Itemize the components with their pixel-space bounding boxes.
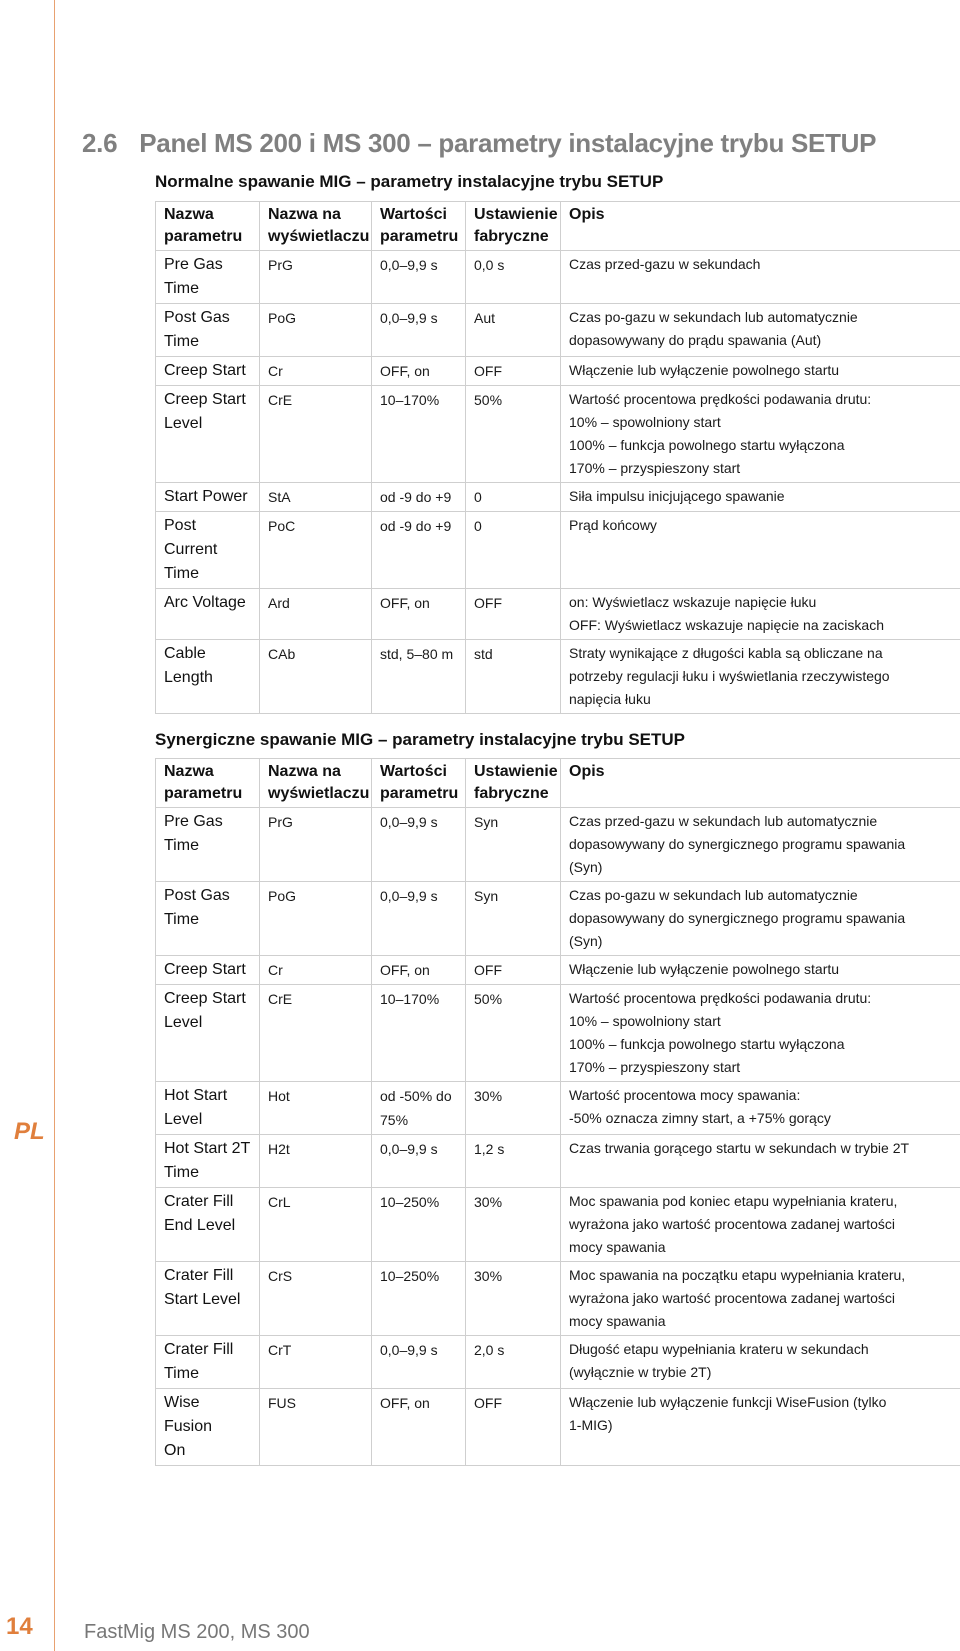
cell-line: Creep Start <box>164 990 246 1007</box>
cell-line: Post Gas <box>164 887 230 904</box>
cell-line: 10–170% <box>380 991 440 1007</box>
description-cell <box>561 1188 960 1262</box>
value-range-cell <box>372 1135 466 1188</box>
cell-line: Pre Gas <box>164 813 223 830</box>
parameter-name-cell <box>156 386 260 483</box>
cell-line: Cable <box>164 645 206 662</box>
display-name-cell: Ard <box>260 589 372 640</box>
parameter-name-cell <box>156 882 260 956</box>
cell-line: 0,0–9,9 s <box>380 1141 438 1157</box>
cell-line: Level <box>164 1111 203 1128</box>
cell-line: 75% <box>380 1112 409 1128</box>
column-header-line: parametru <box>164 785 243 802</box>
cell-line: 0,0–9,9 s <box>380 814 438 830</box>
value-range-cell <box>372 1082 466 1135</box>
parameter-name-cell <box>156 808 260 882</box>
parameter-name-cell <box>156 640 260 714</box>
cell-line: 10–250% <box>380 1194 440 1210</box>
cell-line: Hot Start <box>164 1087 228 1104</box>
cell-line: 0,0–9,9 s <box>380 888 438 904</box>
cell-line: 0,0–9,9 s <box>380 1342 438 1358</box>
cell-line: 10–170% <box>380 392 440 408</box>
factory-setting-cell: 0 <box>466 483 561 512</box>
factory-setting-cell: 50% <box>466 386 561 483</box>
cell-line: Level <box>164 415 203 432</box>
table-row <box>156 589 960 640</box>
cell-line: dopasowywany do synergicznego programu spawania <box>569 910 906 926</box>
display-name-cell: PoC <box>260 512 372 589</box>
description-cell <box>561 808 960 882</box>
parameter-name-cell <box>156 251 260 304</box>
cell-line: Hot Start 2T <box>164 1140 251 1157</box>
value-range-cell <box>372 512 466 589</box>
cell-line: Włączenie lub wyłączenie funkcji WiseFusion (tylko <box>569 1394 887 1410</box>
display-name-cell: Cr <box>260 956 372 985</box>
value-range-cell <box>372 304 466 357</box>
cell-line: OFF: Wyświetlacz wskazuje napięcie na zaciskach <box>569 617 884 633</box>
cell-line: 10% – spowolniony start <box>569 414 721 430</box>
cell-line: Wartość procentowa mocy spawania: <box>569 1087 801 1103</box>
description-cell <box>561 251 960 304</box>
cell-line: dopasowywany do prądu spawania (Aut) <box>569 332 822 348</box>
factory-setting-cell: OFF <box>466 357 561 386</box>
cell-line: mocy spawania <box>569 1313 666 1329</box>
display-name-cell: CrL <box>260 1188 372 1262</box>
cell-line: Time <box>164 333 199 350</box>
cell-line: 170% – przyspieszony start <box>569 1059 741 1075</box>
display-name-cell: CAb <box>260 640 372 714</box>
factory-setting-cell: 50% <box>466 985 561 1082</box>
cell-line: Length <box>164 669 213 686</box>
value-range-cell <box>372 1188 466 1262</box>
cell-line: -50% oznacza zimny start, a +75% gorący <box>569 1110 831 1126</box>
value-range-cell <box>372 589 466 640</box>
factory-setting-cell: 30% <box>466 1262 561 1336</box>
section-number: 2.6 <box>82 128 118 158</box>
parameter-name-cell <box>156 985 260 1082</box>
cell-line: Level <box>164 1014 203 1031</box>
margin-rule <box>54 0 55 1651</box>
cell-line: Crater Fill <box>164 1267 234 1284</box>
column-header-line: Ustawienie <box>474 763 558 780</box>
table-row <box>156 512 960 589</box>
cell-line: Prąd końcowy <box>569 517 657 533</box>
factory-setting-cell: std <box>466 640 561 714</box>
cell-line: Arc Voltage <box>164 594 246 611</box>
table-row <box>156 1262 960 1336</box>
cell-line: Włączenie lub wyłączenie powolnego startu <box>569 362 840 378</box>
column-header-line: parametru <box>380 228 459 245</box>
cell-line: OFF, on <box>380 962 430 978</box>
cell-line: Crater Fill <box>164 1341 234 1358</box>
cell-line: (wyłącznie w trybie 2T) <box>569 1364 712 1380</box>
table-row <box>156 956 960 985</box>
cell-line: Creep Start <box>164 391 246 408</box>
table-row <box>156 640 960 714</box>
table-row <box>156 1336 960 1389</box>
display-name-cell: CrE <box>260 386 372 483</box>
display-name-cell: Cr <box>260 357 372 386</box>
cell-line: mocy spawania <box>569 1239 666 1255</box>
cell-line: Start Power <box>164 488 248 505</box>
table-title-synergic-mig: Synergiczne spawanie MIG – parametry instalacyjne trybu SETUP <box>155 730 686 749</box>
description-cell <box>561 882 960 956</box>
factory-setting-cell: 2,0 s <box>466 1336 561 1389</box>
factory-setting-cell: Aut <box>466 304 561 357</box>
cell-line: OFF, on <box>380 595 430 611</box>
value-range-cell <box>372 1336 466 1389</box>
column-header-line: parametru <box>164 228 243 245</box>
column-header <box>372 202 466 251</box>
display-name-cell: PoG <box>260 882 372 956</box>
cell-line: Moc spawania na początku etapu wypełniania krateru, <box>569 1267 906 1283</box>
table-row <box>156 1188 960 1262</box>
cell-line: Time <box>164 837 199 854</box>
cell-line: OFF, on <box>380 1395 430 1411</box>
column-header-line: fabryczne <box>474 785 549 802</box>
cell-line: wyrażona jako wartość procentowa zadanej wartości <box>569 1216 896 1232</box>
cell-line: Straty wynikające z długości kabla są obliczane na <box>569 645 883 661</box>
value-range-cell <box>372 956 466 985</box>
cell-line: Post Current <box>164 517 218 558</box>
parameter-name-cell <box>156 483 260 512</box>
display-name-cell: CrS <box>260 1262 372 1336</box>
description-cell <box>561 1082 960 1135</box>
factory-setting-cell: Syn <box>466 808 561 882</box>
cell-line: 0,0–9,9 s <box>380 310 438 326</box>
table-row <box>156 1389 960 1466</box>
cell-line: potrzeby regulacji łuku i wyświetlania rzeczywistego <box>569 668 890 684</box>
value-range-cell <box>372 1262 466 1336</box>
column-header-line: Nazwa na <box>268 206 341 223</box>
value-range-cell <box>372 1389 466 1466</box>
column-header-line: wyświetlaczu <box>268 785 370 802</box>
cell-line: Crater Fill <box>164 1193 234 1210</box>
section-title: Panel MS 200 i MS 300 – parametry instalacyjne trybu SETUP <box>139 128 877 158</box>
parameter-name-cell <box>156 304 260 357</box>
parameter-name-cell <box>156 1082 260 1135</box>
factory-setting-cell: OFF <box>466 1389 561 1466</box>
table-row <box>156 386 960 483</box>
column-header-line: Nazwa na <box>268 763 341 780</box>
column-header-line: parametru <box>380 785 459 802</box>
column-header-line: Wartości <box>380 206 447 223</box>
cell-line: Wartość procentowa prędkości podawania drutu: <box>569 391 872 407</box>
display-name-cell: FUS <box>260 1389 372 1466</box>
parameter-name-cell <box>156 1135 260 1188</box>
value-range-cell <box>372 386 466 483</box>
display-name-cell: Hot <box>260 1082 372 1135</box>
column-header <box>156 202 260 251</box>
cell-line: od -50% do <box>380 1088 452 1104</box>
cell-line: Czas po-gazu w sekundach lub automatycznie <box>569 887 858 903</box>
table-row <box>156 1082 960 1135</box>
column-header-line: Nazwa <box>164 206 214 223</box>
cell-line: 0,0–9,9 s <box>380 257 438 273</box>
column-header-line: Opis <box>569 206 605 223</box>
display-name-cell: PrG <box>260 808 372 882</box>
description-cell <box>561 1135 960 1188</box>
cell-line: Time <box>164 1164 199 1181</box>
cell-line: on: Wyświetlacz wskazuje napięcie łuku <box>569 594 817 610</box>
page-number: 14 <box>6 1613 33 1640</box>
display-name-cell: CrE <box>260 985 372 1082</box>
section-heading <box>82 128 876 159</box>
factory-setting-cell: Syn <box>466 882 561 956</box>
parameter-name-cell <box>156 1262 260 1336</box>
cell-line: wyrażona jako wartość procentowa zadanej wartości <box>569 1290 896 1306</box>
column-header-line: Opis <box>569 763 605 780</box>
description-cell <box>561 1336 960 1389</box>
cell-line: od -9 do +9 <box>380 518 452 534</box>
table-row <box>156 985 960 1082</box>
cell-line: 100% – funkcja powolnego startu wyłączona <box>569 1036 845 1052</box>
cell-line: (Syn) <box>569 933 603 949</box>
parameter-name-cell <box>156 956 260 985</box>
description-cell <box>561 956 960 985</box>
cell-line: Czas po-gazu w sekundach lub automatycznie <box>569 309 858 325</box>
parameters-table-synergic-mig <box>155 758 960 1466</box>
cell-line: Post Gas <box>164 309 230 326</box>
cell-line: Start Level <box>164 1291 241 1308</box>
cell-line: Creep Start <box>164 961 246 978</box>
parameter-name-cell <box>156 512 260 589</box>
cell-line: Time <box>164 1365 199 1382</box>
column-header-line: Nazwa <box>164 763 214 780</box>
value-range-cell <box>372 251 466 304</box>
table-row <box>156 357 960 386</box>
cell-line: 1-MIG) <box>569 1417 613 1433</box>
factory-setting-cell: 0 <box>466 512 561 589</box>
value-range-cell <box>372 357 466 386</box>
cell-line: 10% – spowolniony start <box>569 1013 721 1029</box>
document-name: FastMig MS 200, MS 300 <box>84 1621 310 1643</box>
cell-line: Włączenie lub wyłączenie powolnego startu <box>569 961 840 977</box>
description-cell <box>561 483 960 512</box>
display-name-cell: StA <box>260 483 372 512</box>
factory-setting-cell: 30% <box>466 1082 561 1135</box>
cell-line: Siła impulsu inicjującego spawanie <box>569 488 785 504</box>
parameters-table-normal-mig <box>155 201 960 714</box>
value-range-cell <box>372 808 466 882</box>
display-name-cell: CrT <box>260 1336 372 1389</box>
factory-setting-cell: 1,2 s <box>466 1135 561 1188</box>
cell-line: od -9 do +9 <box>380 489 452 505</box>
cell-line: 10–250% <box>380 1268 440 1284</box>
factory-setting-cell: OFF <box>466 956 561 985</box>
parameter-name-cell <box>156 1389 260 1466</box>
cell-line: Time <box>164 911 199 928</box>
column-header-line: fabryczne <box>474 228 549 245</box>
table-header-row <box>156 202 960 251</box>
column-header <box>156 759 260 808</box>
column-header <box>260 202 372 251</box>
cell-line: 100% – funkcja powolnego startu wyłączona <box>569 437 845 453</box>
cell-line: On <box>164 1442 186 1459</box>
cell-line: Time <box>164 565 199 582</box>
description-cell <box>561 589 960 640</box>
column-header-line: Wartości <box>380 763 447 780</box>
cell-line: Wartość procentowa prędkości podawania drutu: <box>569 990 872 1006</box>
table-row <box>156 304 960 357</box>
parameter-name-cell <box>156 357 260 386</box>
column-header-line: Ustawienie <box>474 206 558 223</box>
table-title-normal-mig: Normalne spawanie MIG – parametry instalacyjne trybu SETUP <box>155 172 664 191</box>
column-header <box>466 202 561 251</box>
description-cell <box>561 304 960 357</box>
parameter-name-cell <box>156 1188 260 1262</box>
cell-line: std, 5–80 m <box>380 646 454 662</box>
table-row <box>156 1135 960 1188</box>
factory-setting-cell: 0,0 s <box>466 251 561 304</box>
cell-line: Creep Start <box>164 362 246 379</box>
cell-line: Wise Fusion <box>164 1394 213 1435</box>
factory-setting-cell: OFF <box>466 589 561 640</box>
description-cell <box>561 386 960 483</box>
language-marker: PL <box>14 1118 45 1145</box>
cell-line: Czas przed-gazu w sekundach lub automatycznie <box>569 813 878 829</box>
table-header-row <box>156 759 960 808</box>
parameter-name-cell <box>156 1336 260 1389</box>
display-name-cell: PoG <box>260 304 372 357</box>
parameter-name-cell <box>156 589 260 640</box>
cell-line: Pre Gas Time <box>164 256 223 297</box>
cell-line: dopasowywany do synergicznego programu spawania <box>569 836 906 852</box>
table-row <box>156 882 960 956</box>
table-row <box>156 808 960 882</box>
value-range-cell <box>372 483 466 512</box>
value-range-cell <box>372 882 466 956</box>
display-name-cell: H2t <box>260 1135 372 1188</box>
cell-line: End Level <box>164 1217 236 1234</box>
value-range-cell <box>372 985 466 1082</box>
cell-line: napięcia łuku <box>569 691 651 707</box>
cell-line: Czas trwania gorącego startu w sekundach w trybie 2T <box>569 1140 910 1156</box>
description-cell <box>561 512 960 589</box>
column-header <box>561 759 960 808</box>
description-cell <box>561 1262 960 1336</box>
description-cell <box>561 357 960 386</box>
description-cell <box>561 1389 960 1466</box>
column-header-line: wyświetlaczu <box>268 228 370 245</box>
display-name-cell: PrG <box>260 251 372 304</box>
column-header <box>466 759 561 808</box>
cell-line: 170% – przyspieszony start <box>569 460 741 476</box>
cell-line: (Syn) <box>569 859 603 875</box>
column-header <box>372 759 466 808</box>
description-cell <box>561 640 960 714</box>
description-cell <box>561 985 960 1082</box>
table-row <box>156 483 960 512</box>
cell-line: Długość etapu wypełniania krateru w sekundach <box>569 1341 869 1357</box>
column-header <box>561 202 960 251</box>
cell-line: OFF, on <box>380 363 430 379</box>
cell-line: Czas przed-gazu w sekundach <box>569 256 761 272</box>
factory-setting-cell: 30% <box>466 1188 561 1262</box>
value-range-cell <box>372 640 466 714</box>
table-row <box>156 251 960 304</box>
column-header <box>260 759 372 808</box>
cell-line: Moc spawania pod koniec etapu wypełniania krateru, <box>569 1193 898 1209</box>
